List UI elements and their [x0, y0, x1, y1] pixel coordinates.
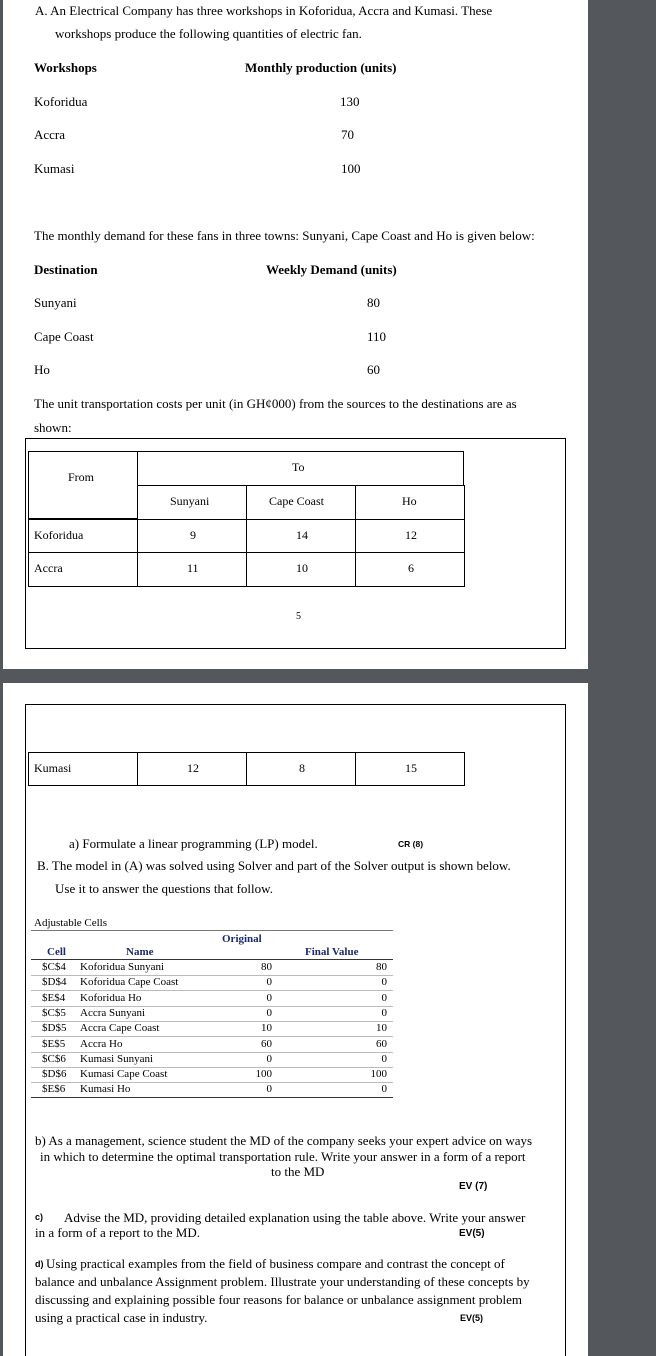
solver-cell-name: Accra Sunyani — [80, 1006, 146, 1019]
solver-cell-ref: $E$5 — [42, 1037, 66, 1050]
solver-final-value: 10 — [376, 1022, 387, 1035]
question-c-mark: EV(5) — [459, 1228, 485, 1239]
cost-dest-header: Ho — [355, 485, 465, 520]
production-row-name: Koforidua — [34, 94, 88, 109]
solver-final-value: 60 — [376, 1037, 387, 1050]
cost-from-header: From — [28, 451, 138, 519]
demand-row-name: Sunyani — [34, 295, 77, 310]
cost-value-cell: 11 — [137, 552, 247, 587]
production-row-value: 70 — [341, 127, 354, 142]
part-b-line-1: B. The model in (A) was solved using Solver and part of the Solver output is shown below. — [37, 858, 511, 873]
cost-source-cell: Koforidua — [28, 519, 138, 553]
cost-to-header: To — [137, 451, 464, 486]
solver-cell-ref: $D$4 — [42, 976, 67, 989]
solver-cell-ref: $D$5 — [42, 1022, 67, 1035]
demand-intro: The monthly demand for these fans in three towns: Sunyani, Cape Coast and Ho is given below: — [34, 228, 535, 243]
solver-final-value: 0 — [381, 976, 387, 989]
cost-value-cell: 9 — [137, 519, 247, 553]
solver-original-value: 60 — [261, 1037, 272, 1050]
cost-value-cell: 12 — [355, 519, 465, 553]
question-b-line-2: in which to determine the optimal transportation rule. Write your answer in a form of a report — [40, 1149, 526, 1164]
solver-row-divider — [31, 1097, 393, 1098]
cost-dest-header: Sunyani — [137, 485, 247, 520]
solver-rule — [31, 930, 393, 931]
solver-original-value: 0 — [266, 1052, 272, 1065]
question-b-mark: EV (7) — [459, 1181, 488, 1192]
question-d-label: d) — [35, 1259, 44, 1269]
question-d-line-1: Using practical examples from the field of business compare and contrast the concept of — [46, 1256, 505, 1271]
question-a: a) Formulate a linear programming (LP) model. — [69, 836, 318, 851]
solver-cell-name: Accra Cape Coast — [80, 1022, 160, 1035]
cost-source-cell: Accra — [28, 552, 138, 587]
solver-cell-ref: $E$4 — [42, 991, 66, 1004]
solver-cell-ref: $E$6 — [42, 1083, 66, 1096]
solver-header-final: Final Value — [305, 946, 359, 958]
solver-cell-ref: $C$6 — [42, 1052, 66, 1065]
demand-row-value: 110 — [367, 329, 387, 344]
question-b-line-3: to the MD — [271, 1164, 325, 1179]
solver-final-value: 80 — [376, 961, 387, 973]
question-c-line-1: Advise the MD, providing detailed explanation using the table above. Write your answer — [64, 1210, 526, 1225]
cost-value-cell: 8 — [246, 752, 356, 786]
solver-cell-ref: $C$5 — [42, 1006, 66, 1019]
production-row-name: Kumasi — [34, 161, 75, 176]
question-c-line-2: in a form of a report to the MD. — [35, 1225, 200, 1240]
solver-original-value: 0 — [266, 976, 272, 989]
question-d-mark: EV(5) — [460, 1313, 484, 1323]
solver-cell-name: Accra Ho — [80, 1037, 123, 1050]
solver-original-value: 10 — [261, 1022, 272, 1035]
page-number: 5 — [296, 611, 301, 622]
solver-cell-name: Kumasi Sunyani — [80, 1052, 154, 1065]
question-d-line-2: balance and unbalance Assignment problem. Illustrate your understanding of these concepts by — [35, 1274, 530, 1289]
solver-cell-name: Koforidua Sunyani — [80, 961, 165, 973]
solver-original-value: 100 — [255, 1068, 272, 1081]
solver-final-value: 0 — [381, 1052, 387, 1065]
document-page-1 — [3, 0, 588, 669]
question-d-line-3: discussing and explaining possible four reasons for balance or unbalance assignment problem — [35, 1292, 523, 1307]
cost-value-cell: 6 — [355, 552, 465, 587]
production-row-value: 100 — [341, 161, 361, 176]
solver-cell-name: Kumasi Cape Coast — [80, 1068, 168, 1081]
question-c-label: c) — [35, 1212, 44, 1222]
question-d-line-4: using a practical case in industry. — [35, 1310, 208, 1325]
solver-header-name: Name — [126, 946, 154, 958]
part-b-line-2: Use it to answer the questions that follow. — [55, 881, 273, 896]
question-b-line-1: b) As a management, science student the MD of the company seeks your expert advice on ways — [35, 1133, 533, 1148]
solver-cell-ref: $C$4 — [42, 961, 66, 973]
solver-final-value: 0 — [381, 991, 387, 1004]
cost-value-cell: 15 — [355, 752, 465, 786]
intro-line-1: A. An Electrical Company has three workshops in Koforidua, Accra and Kumasi. These — [35, 3, 493, 18]
demand-row-value: 80 — [367, 295, 380, 310]
solver-cell-ref: $D$6 — [42, 1068, 67, 1081]
document-page-2 — [3, 683, 588, 1356]
solver-original-value: 0 — [266, 1006, 272, 1019]
cost-value-cell: 12 — [137, 752, 247, 786]
demand-header-destination: Destination — [34, 262, 98, 277]
solver-section-title: Adjustable Cells — [34, 917, 108, 929]
solver-cell-name: Kumasi Ho — [80, 1083, 131, 1096]
production-header-monthly: Monthly production (units) — [245, 60, 397, 75]
solver-header-original: Original — [222, 933, 262, 945]
solver-rule — [31, 959, 393, 960]
production-header-workshops: Workshops — [34, 60, 97, 75]
solver-original-value: 0 — [266, 991, 272, 1004]
cost-value-cell: 14 — [246, 519, 356, 553]
production-row-value: 130 — [340, 94, 360, 109]
cost-intro-line-1: The unit transportation costs per unit (in GH¢000) from the sources to the destinations are as — [34, 396, 517, 411]
solver-original-value: 80 — [261, 961, 272, 973]
intro-line-2: workshops produce the following quantities of electric fan. — [55, 26, 362, 41]
demand-row-name: Ho — [34, 362, 50, 377]
cost-value-cell: 10 — [246, 552, 356, 587]
question-a-mark: CR (8) — [398, 839, 424, 849]
demand-row-name: Cape Coast — [34, 329, 94, 344]
solver-cell-name: Koforidua Cape Coast — [80, 976, 179, 989]
solver-final-value: 100 — [370, 1068, 387, 1081]
solver-final-value: 0 — [381, 1006, 387, 1019]
solver-header-cell: Cell — [47, 946, 66, 958]
solver-original-value: 0 — [266, 1083, 272, 1096]
demand-row-value: 60 — [367, 362, 380, 377]
production-row-name: Accra — [34, 127, 66, 142]
demand-header-weekly: Weekly Demand (units) — [266, 262, 397, 277]
cost-intro-line-2: shown: — [34, 420, 72, 435]
cost-dest-header: Cape Coast — [246, 485, 356, 520]
solver-cell-name: Koforidua Ho — [80, 991, 142, 1004]
solver-final-value: 0 — [381, 1083, 387, 1096]
cost-source-cell: Kumasi — [28, 752, 138, 786]
